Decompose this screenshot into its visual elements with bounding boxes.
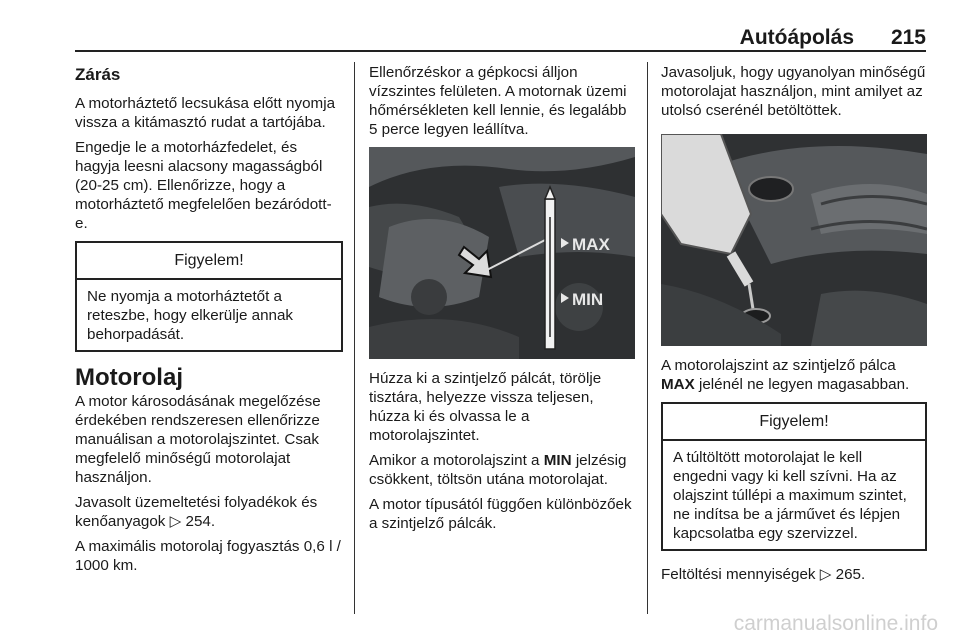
paragraph: Ellenőrzéskor a gépkocsi álljon vízszintes felületen. A motornak üzemi hőmérsékleten kell lennie, és legalább 5 perce legyen leállítva. [369, 64, 627, 138]
page-ref-link[interactable]: 265. [835, 566, 866, 583]
warning-box [661, 402, 927, 551]
oil-filling-illustration [661, 134, 927, 346]
watermark: carmanualsonline.info [733, 612, 938, 635]
dipstick-illustration [369, 147, 635, 359]
paragraph: Húzza ki a szintjelző pálcát, törölje tisztára, helyezze vissza teljesen, húzza ki és olvassa le a motorolajszintet. [369, 370, 602, 444]
middle-column [369, 63, 635, 539]
paragraph: A motor károsodásának megelőzése érdekében rendszeresen ellenőrizze manuálisan a motorolajszintet. Csak megfelelő minőségű motorolajat használjon. [75, 393, 321, 486]
paragraph: A maximális motorolaj fogyasztás 0,6 l / 1000 km. [75, 538, 341, 574]
paragraph [369, 451, 635, 489]
paragraph: Javasoljuk, hogy ugyanolyan minőségű motorolajat használjon, mint amilyet az utolsó cserénél betöltöttek. [661, 64, 926, 119]
warning-box [75, 241, 343, 352]
paragraph: A motor típusától függően különbözőek a szintjelző pálcák. [369, 496, 632, 532]
warning-title: Figyelem! [663, 404, 925, 441]
column-separator [354, 62, 355, 614]
paragraph-text: A motorolajszint az szintjelző pálca [661, 357, 896, 374]
right-column [661, 63, 927, 590]
oil-filling-image [661, 134, 927, 346]
min-mark-text: MIN [543, 452, 572, 469]
paragraph-text: Javasolt üzemeltetési folyadékok és kenőanyagok [75, 494, 318, 530]
page-ref-arrow-icon: ▷ [819, 566, 832, 583]
column-separator [647, 62, 648, 614]
paragraph [661, 565, 927, 584]
paragraph-text: jelénél ne legyen magasabban. [698, 376, 910, 393]
paragraph-text: Feltöltési mennyiségek [661, 566, 816, 583]
dipstick-min-label: MIN [572, 290, 604, 309]
warning-title: Figyelem! [77, 243, 341, 280]
max-mark-text: MAX [661, 376, 695, 393]
warning-text: Ne nyomja a motorháztetőt a reteszbe, hogy elkerülje annak behorpadását. [87, 288, 294, 343]
paragraph: A motorháztető lecsukása előtt nyomja vissza a kitámasztó rudat a tartójába. [75, 95, 336, 131]
dipstick-max-label: MAX [572, 235, 610, 254]
page-number: 215 [890, 26, 926, 49]
paragraph [75, 493, 343, 531]
page-ref-arrow-icon: ▷ [169, 513, 182, 530]
engine-dipstick-image [369, 147, 635, 359]
paragraph [661, 356, 927, 394]
engine-oil-heading: Motorolaj [75, 364, 183, 391]
closing-heading: Zárás [75, 65, 121, 84]
left-column [75, 63, 343, 581]
paragraph-text: jelzésig csökkent, töltsön utána motorolajat. [369, 452, 627, 488]
paragraph: Engedje le a motorházfedelet, és hagyja leesni alacsony magasságból (20-25 cm). Ellenőrizze, hogy a motorháztető megfelelően bezáródott-e. [75, 139, 332, 232]
page-ref-link[interactable]: 254. [185, 513, 216, 530]
warning-text: A túltöltött motorolajat le kell engedni vagy ki kell szívni. Ha az olajszint túllépi a maximum szintet, ne indítsa be a járművet és lépjen kapcsolatba egy szervizzel. [673, 449, 907, 542]
paragraph-text: Amikor a motorolajszint a [369, 452, 540, 469]
section-title: Autóápolás [739, 26, 854, 49]
header-rule [75, 50, 926, 52]
